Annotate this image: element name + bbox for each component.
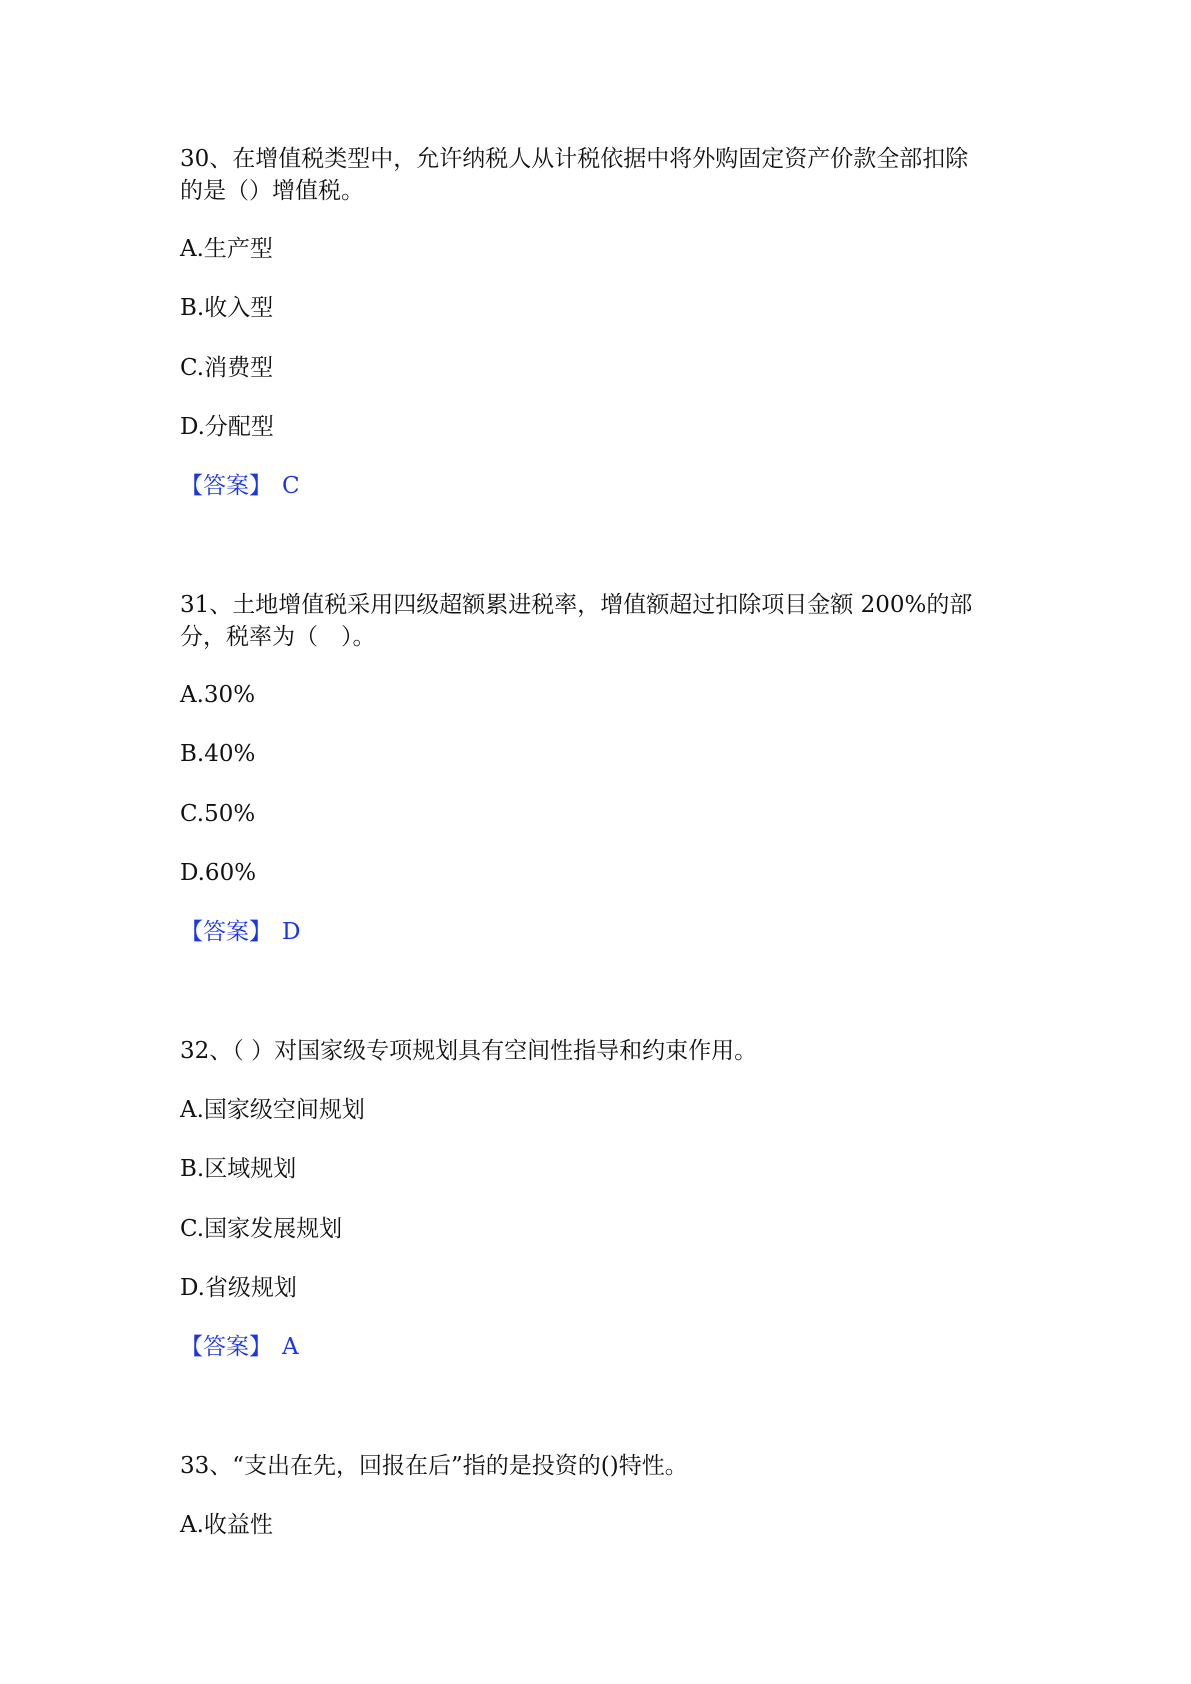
question-31-option-c: C.50%: [180, 801, 256, 827]
question-31-option-a: A.30%: [180, 682, 256, 708]
answer-label: 【答案】: [180, 1334, 272, 1360]
question-32-option-d: D.省级规划: [180, 1275, 297, 1301]
answer-label: 【答案】: [180, 919, 272, 945]
question-31-option-d: D.60%: [180, 860, 257, 886]
question-30-stem-line-2: 的是（）增值税。: [180, 178, 364, 204]
question-31-stem-line-1: 31、土地增值税采用四级超额累进税率，增值额超过扣除项目金额 200%的部: [180, 592, 973, 618]
question-31-answer: [180, 916, 300, 948]
question-30-option-c: C.消费型: [180, 355, 274, 381]
question-31-option-b: B.40%: [180, 741, 256, 767]
question-30-option-a: A.生产型: [180, 236, 273, 262]
question-30-stem-line-1: 30、在增值税类型中，允许纳税人从计税依据中将外购固定资产价款全部扣除: [180, 146, 969, 172]
question-32-option-a: A.国家级空间规划: [180, 1097, 365, 1123]
question-33-option-a: A.收益性: [180, 1512, 273, 1538]
answer-value: C: [282, 473, 300, 499]
answer-label: 【答案】: [180, 473, 272, 499]
question-30-option-d: D.分配型: [180, 414, 274, 440]
question-33-stem-line-1: 33、“支出在先，回报在后”指的是投资的()特性。: [180, 1453, 688, 1479]
question-32-option-b: B.区域规划: [180, 1156, 297, 1182]
question-30-answer: [180, 470, 300, 502]
question-32-option-c: C.国家发展规划: [180, 1216, 343, 1242]
answer-value: A: [282, 1334, 299, 1360]
question-31-stem-line-2: 分，税率为（ ）。: [180, 624, 376, 650]
question-30-option-b: B.收入型: [180, 295, 274, 321]
question-32-stem-line-1: 32、（ ）对国家级专项规划具有空间性指导和约束作用。: [180, 1038, 758, 1064]
question-32-answer: [180, 1331, 299, 1363]
answer-value: D: [282, 919, 301, 945]
